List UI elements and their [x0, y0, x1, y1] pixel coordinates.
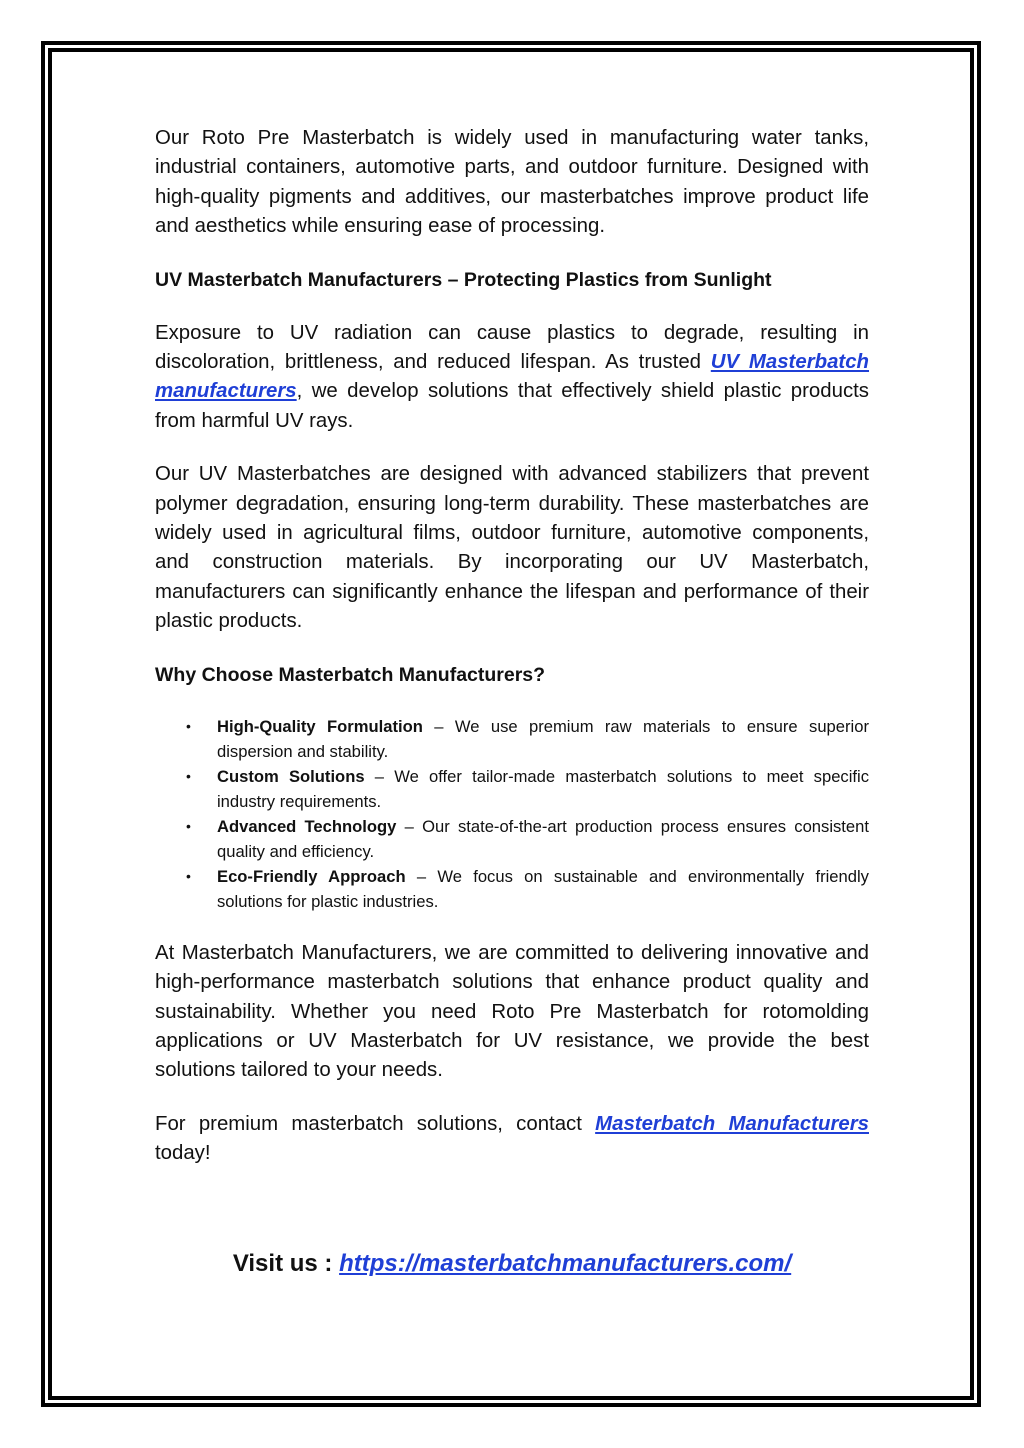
visit-us-line	[0, 1246, 1024, 1282]
contact-text-start: For premium masterbatch solutions, contact	[155, 1112, 596, 1135]
uv-paragraph-2: Our UV Masterbatches are designed with advanced stabilizers that prevent polymer degradation, ensuring long-term durability. These masterbatches are widely used in agricultural films, outdoor furniture, automotive components, and construction materials. By incorporating our UV Masterbatch, manufacturers can significantly enhance the lifespan and performance of their plastic products.	[155, 463, 869, 633]
bullet-icon: •	[186, 867, 191, 884]
feature-text: – We offer tailor-made masterbatch solutions to meet specific industry requirements.	[217, 766, 869, 811]
uv-paragraph-1-start: Exposure to UV radiation can cause plastics to degrade, resulting in discoloration, brittleness, and reduced lifespan. As trusted	[155, 321, 869, 374]
feature-text: – Our state-of-the-art production process ensures consistent quality and efficiency.	[217, 816, 869, 861]
why-section-heading: Why Choose Masterbatch Manufacturers?	[155, 663, 546, 686]
feature-title: Eco-Friendly Approach	[217, 866, 406, 886]
website-link[interactable]: https://masterbatchmanufacturers.com/	[339, 1250, 792, 1277]
uv-section-heading: UV Masterbatch Manufacturers – Protecting Plastics from Sunlight	[155, 268, 772, 291]
document-body	[155, 124, 869, 1169]
feature-text: – We focus on sustainable and environmentally friendly solutions for plastic industries.	[217, 866, 869, 911]
feature-item-custom	[155, 764, 869, 814]
features-list	[155, 714, 869, 914]
contact-paragraph	[155, 1110, 869, 1169]
bullet-icon: •	[186, 817, 191, 834]
uv-paragraph-1-end: , we develop solutions that effectively shield plastic products from harmful UV rays.	[155, 380, 869, 432]
intro-paragraph: Our Roto Pre Masterbatch is widely used in manufacturing water tanks, industrial containers, automotive parts, and outdoor furniture. Designed with high-quality pigments and additives, our masterbatches improve product life and aesthetics while ensuring ease of processing.	[155, 127, 869, 238]
closing-paragraph: At Masterbatch Manufacturers, we are committed to delivering innovative and high-performance masterbatch solutions that enhance product quality and sustainability. Whether you need Roto Pre Masterbatch for rotomolding applications or UV Masterbatch for UV resistance, we provide the best solutions tailored to your needs.	[155, 941, 869, 1082]
feature-title: Custom Solutions	[217, 766, 365, 786]
uv-masterbatch-link[interactable]: UV Masterbatch manufacturers	[155, 351, 870, 403]
masterbatch-manufacturers-link[interactable]: Masterbatch Manufacturers	[595, 1112, 869, 1135]
feature-item-eco	[155, 864, 869, 914]
feature-item-technology	[155, 814, 869, 864]
feature-title: High-Quality Formulation	[217, 716, 423, 736]
visit-us-label: Visit us :	[232, 1250, 340, 1277]
uv-paragraph-1	[155, 319, 869, 437]
contact-text-end: today!	[155, 1142, 211, 1165]
feature-item-quality	[155, 714, 869, 764]
feature-text: – We use premium raw materials to ensure superior dispersion and stability.	[217, 716, 869, 761]
bullet-icon: •	[186, 767, 191, 784]
feature-title: Advanced Technology	[217, 816, 397, 836]
bullet-icon: •	[186, 717, 191, 734]
